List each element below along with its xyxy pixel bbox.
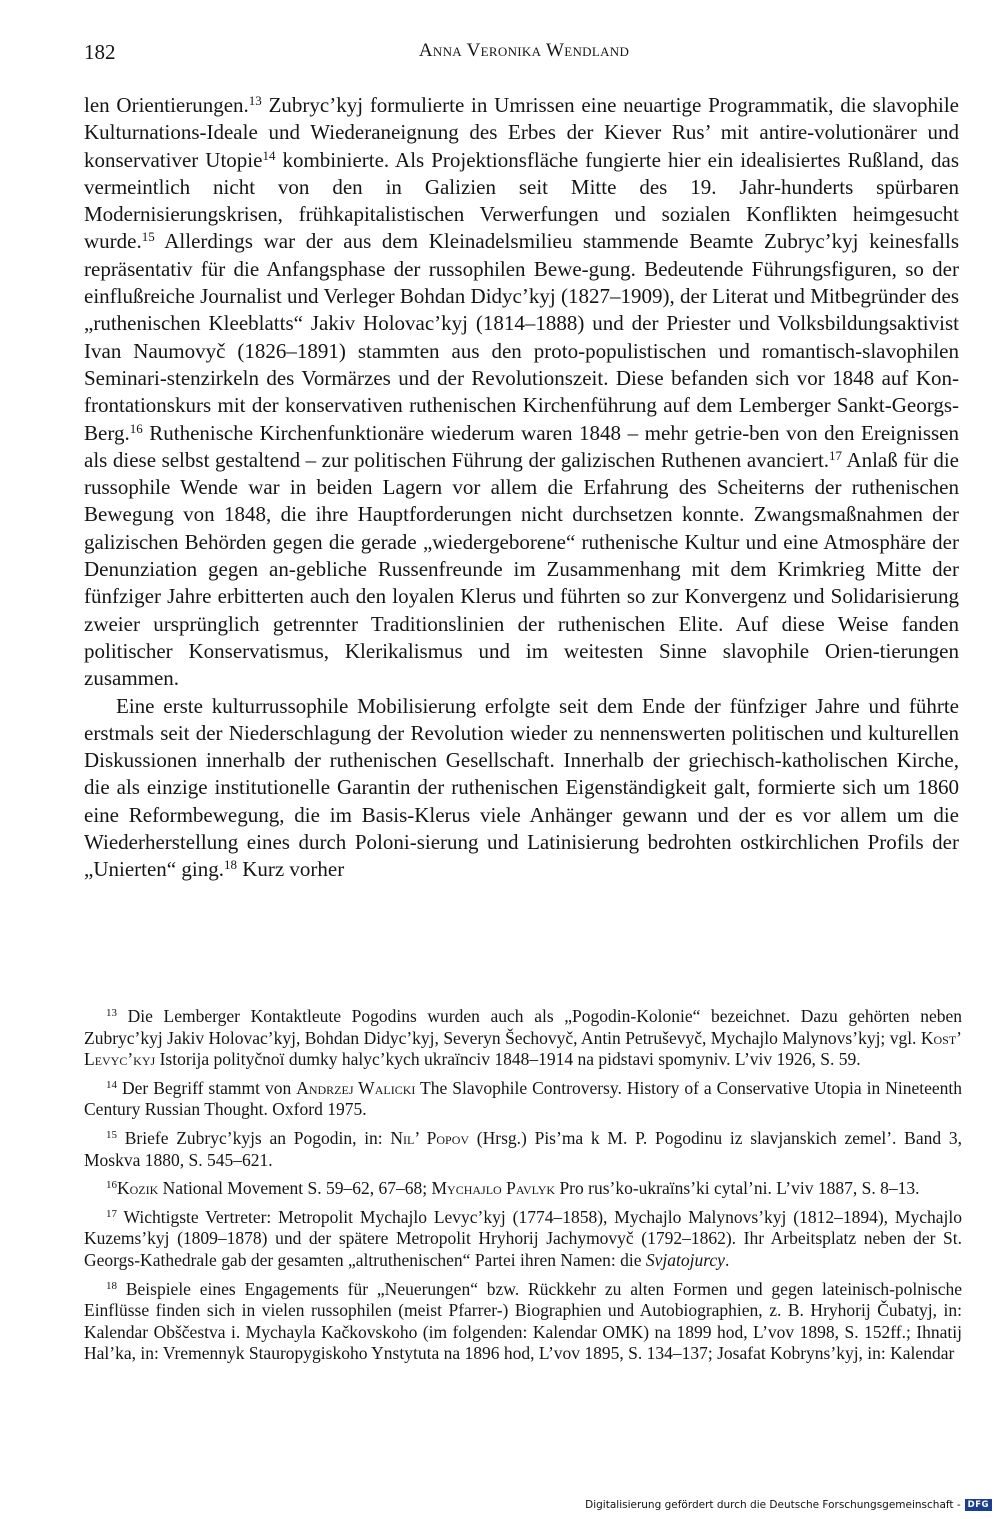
footnote-16: $^{16}$Kozik National Movement S. 59–62, 67–68; Mychajlo Pavlyk Pro rus’ko-ukraïns’ki cytal’ni. L’viv 1887, S. 8–13. [106, 1178, 920, 1199]
footnote-14: $^{14}$ Der Begriff stammt von Andrzej Walicki The Slavophile Controversy. History of a Conservative Utopia in Nineteenth Century Russian Thought. Oxford 1975. [84, 1077, 963, 1120]
footnote-13: $^{13}$ Die Lemberger Kontaktleute Pogodins wurden auch als „Pogodin-Kolonie“ bezeichnet. Dazu gehörten neben Zubryc’kyj Jakiv Holovac’kyj, Bohdan Didyc’kyj, Severyn Šechovyč, Antin Petruševyč, Mychajlo Malynovs’kyj; vgl. Kost’ Levyc’kyj Istorija polityčnoï dumky halyc’kych ukraïnciv 1848–1914 na pidstavi spomyniv. L’viv 1926, S. 59. [84, 1006, 962, 1070]
footnote-ref: 15 [141, 229, 155, 245]
main-text [84, 92, 959, 884]
author-name: Mychajlo Pavlyk [431, 1178, 556, 1199]
footnote-15: $^{15}$ Briefe Zubryc’kyjs an Pogodin, in: Nil’ Popov (Hrsg.) Pis’ma k M. P. Pogodinu iz slavjanskich zemel’. Band 3, Moskva 1880, S. 545–621. [84, 1127, 962, 1170]
page-number: 182 [84, 40, 116, 64]
footnote-ref: 14 [262, 147, 276, 163]
page-header [84, 40, 964, 70]
author-name: Kost’ Levyc’kyj [84, 1027, 962, 1070]
author-name: Nil’ Popov [390, 1127, 470, 1148]
footer-text: Digitalisierung gefördert durch die Deutsche Forschungsgemeinschaft - [585, 1499, 961, 1511]
footnote-ref: 13 [248, 93, 262, 108]
footnote-ref: 18 [223, 857, 237, 873]
paragraph: len Orientierungen.$^{13}$ Zubryc’kyj formulierte in Umrissen eine neuartige Programmatik, die slavophile Kulturnations-Ideale und Wiederaneignung des Erbes der Kiever Rus’ mit antire-volutionärer und konservativer Utopie$^{14}$ kombinierte. Als Projektionsfläche fungierte hier ein idealisiertes Rußland, das vermeintlich nicht von den in Galizien seit Mitte des 19. Jahr-hunderts spürbaren Modernisierungskrisen, frühkapitalistischen Verwerfungen und sozialen Konflikten heimgesucht wurde.$^{15}$ Allerdings war der aus dem Kleinadelsmilieu stammende Beamte Zubryc’kyj keinesfalls repräsentativ für die Anfangsphase der russophilen Bewe-gung. Bedeutende Führungsfiguren, so der einflußreiche Journalist und Verleger Bohdan Didyc’kyj (1827–1909), der Literat und Mitbegründer des „ruthenischen Kleeblatts“ Jakiv Holovac’kyj (1814–1888) und der Priester und Volksbildungsaktivist Ivan Naumovyč (1826–1891) stammten aus den proto-populistischen und romantisch-slavophilen Seminari-stenzirkeln des Vormärzes und der Revolutionszeit. Diese befanden sich vor 1848 auf Kon-frontationskurs mit der konservativen ruthenischen Kirchenführung auf dem Lemberger Sankt-Georgs-Berg.$^{16}$ Ruthenische Kirchenfunktionäre wiederum waren 1848 – mehr getrie-ben von den Ereignissen als diese selbst gestaltend – zur politischen Führung der galizischen Ruthenen avanciert.$^{17}$ Anlaß für die russophile Wende war in beiden Lagern vor allem die Erfahrung des Scheiterns der ruthenischen Bewegung von 1848, die ihre Hauptforderungen nicht durchsetzen konnte. Zwangsmaßnahmen der galizischen Behörden gegen die gerade „wiedergeborene“ ruthenische Kultur und eine Atmosphäre der Denunziation gegen an-gebliche Russenfreunde im Zusammenhang mit dem Krimkrieg Mitte der fünfziger Jahre erbitterten auch den loyalen Klerus und führten so zur Konvergenz und Solidarisierung zweier ursprünglich getrennter Traditionslinien der ruthenischen Elite. Auf diese Weise fanden politischer Konservatismus, Klerikalismus und im weitesten Sinne slavophile Orien-tierungen zusammen. [84, 93, 959, 691]
dfg-logo-icon: DFG [965, 1499, 992, 1511]
footnotes [84, 1006, 962, 1372]
paragraph: Eine erste kulturrussophile Mobilisierung erfolgte seit dem Ende der fünfziger Jahre und führte erstmals seit der Niederschlagung der Revolution wieder zu nennenswerten politischen und kulturellen Diskussionen innerhalb der ruthenischen Gesellschaft. Innerhalb der griechisch-katholischen Kirche, die als einzige institutionelle Garantin der ruthenischen Eigenständigkeit galt, formierte sich um 1860 eine Reformbewegung, die im Basis-Klerus viele Anhänger gewann und der es vor allem um die Wiederherstellung eines durch Poloni-sierung und Latinisierung bedrohten ostkirchlichen Profils der „Unierten“ ging.$^{18}$ Kurz vorher [84, 693, 959, 882]
footnote-ref: 17 [829, 447, 843, 463]
footnote-17: $^{17}$ Wichtigste Vertreter: Metropolit Mychajlo Levyc’kyj (1774–1858), Mychajlo Malynovs’kyj (1812–1894), Mychajlo Kuzems’kyj (1809–1878) und der spätere Metropolit Hryhorij Jachymovyč (1792–1862). Ihr Arbeitsplatz neben der St. Georgs-Kathedrale gab der gesamten „altruthenischen“ Partei ihren Namen: die Svjatojurcy. [84, 1206, 962, 1270]
footnote-18: $^{18}$ Beispiele eines Engagements für „Neuerungen“ bzw. Rückkehr zu alten Formen und gegen lateinisch-polnische Einflüsse finden sich in vielen russophilen (meist Pfarrer-) Biographien und Autobiographien, z. B. Hryhorij Čubatyj, in: Kalendar Obščestva i. Mychayla Kačkovskoho (im folgenden: Kalendar OMK) na 1899 hod, L’vov 1898, S. 152ff.; Ihnatij Hal’ka, in: Vremennyk Stauropygiskoho Ynstytuta na 1896 hod, L’vov 1895, S. 134–137; Josafat Kobryns’kyj, in: Kalendar [84, 1278, 962, 1364]
footnote-ref: 16 [129, 420, 143, 436]
author-name: Kozik [117, 1178, 159, 1199]
digitization-footer [585, 1499, 992, 1511]
author-name: Andrzej Walicki [296, 1077, 416, 1098]
running-head: Anna Veronika Wendland [418, 40, 630, 61]
italic-term: Svjatojurcy [645, 1249, 725, 1270]
